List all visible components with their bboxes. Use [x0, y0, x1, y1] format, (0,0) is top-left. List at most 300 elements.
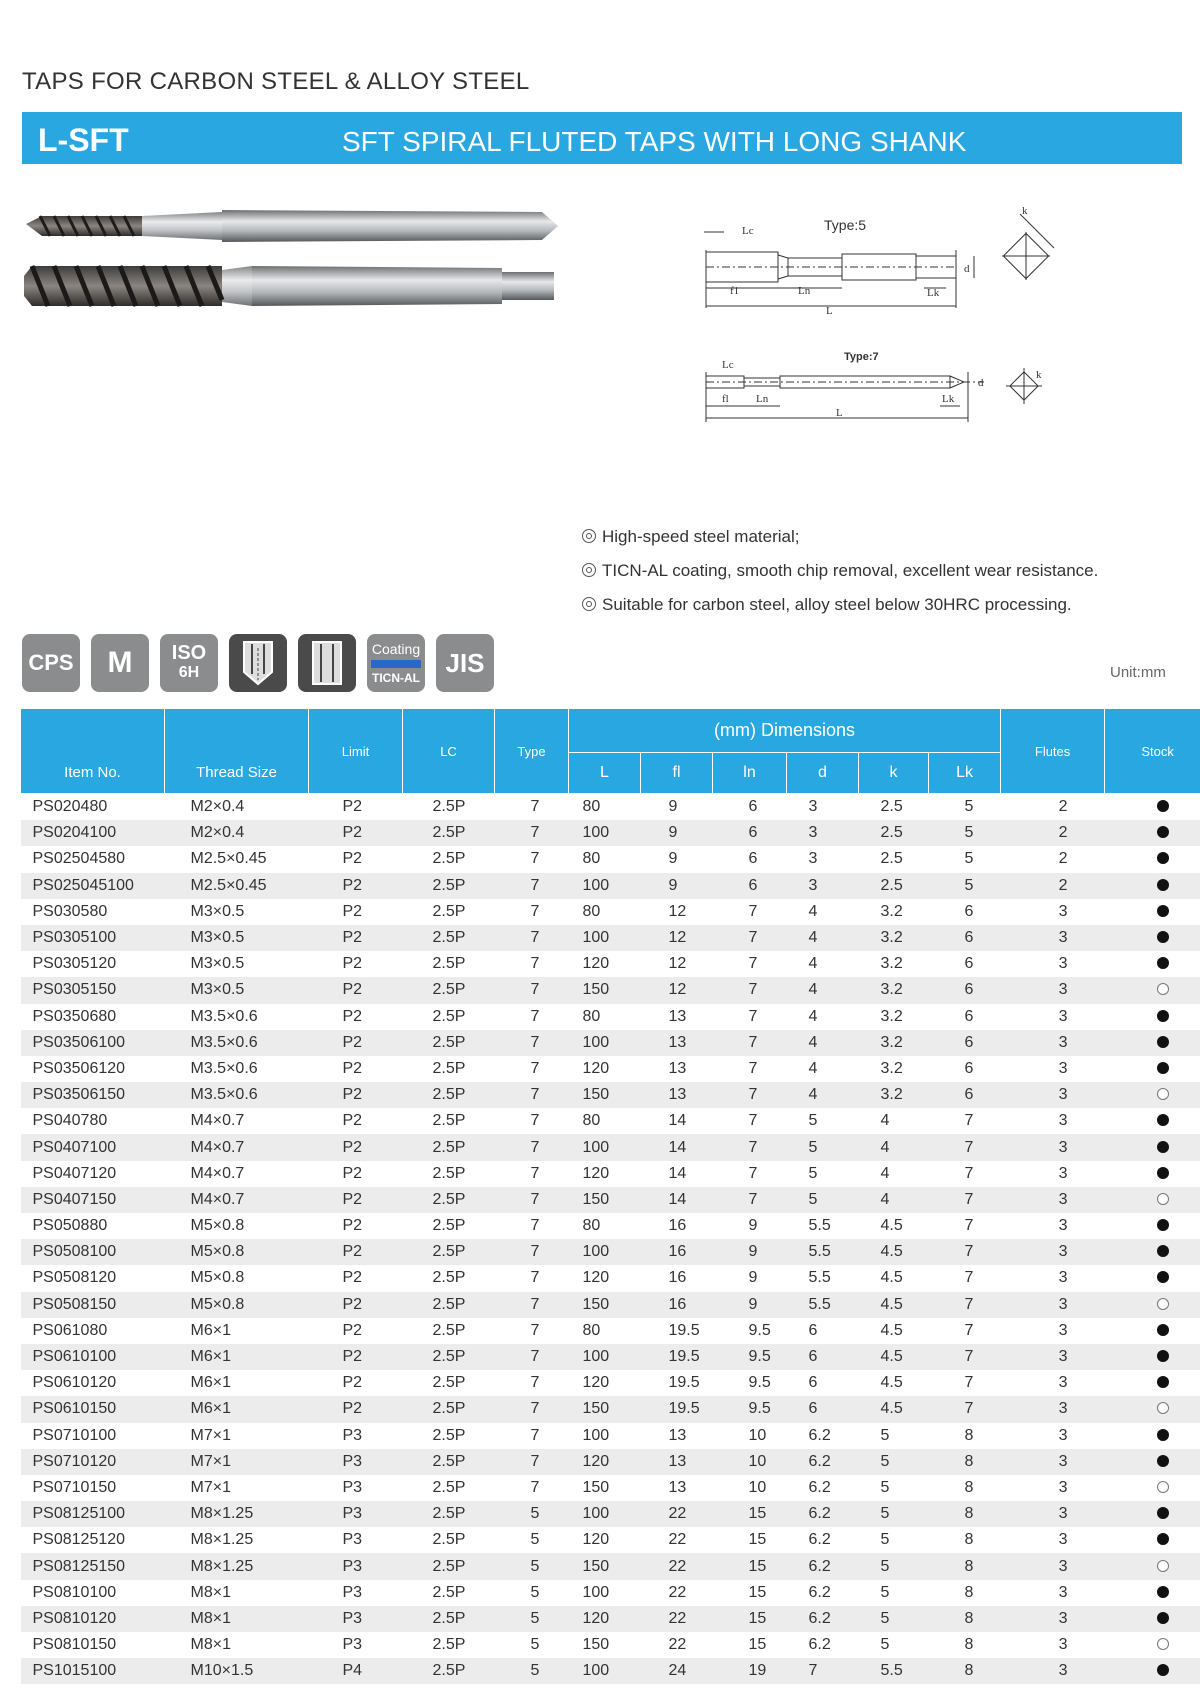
cell-lc: 2.5P — [432, 1478, 466, 1496]
cell-flutes: 3 — [1058, 1636, 1068, 1654]
cell-item: PS0305150 — [21, 977, 165, 1003]
table-row — [21, 1108, 1200, 1134]
cell-stock — [1105, 1527, 1200, 1553]
cell-flutes: 3 — [1058, 1007, 1068, 1025]
cell-item: PS0305120 — [32, 955, 117, 973]
cell-thread: M8×1 — [190, 1583, 231, 1601]
table-row — [21, 846, 1200, 872]
cell-flutes: 3 — [1001, 1239, 1105, 1265]
cell-lc: 2.5P — [432, 955, 466, 973]
cell-type: 7 — [495, 1449, 569, 1475]
cell-ln: 6 — [713, 873, 787, 899]
cell-ln: 6 — [713, 820, 787, 846]
cell-stock — [1105, 1396, 1200, 1422]
cell-flutes: 2 — [1058, 798, 1068, 816]
svg-text:fl: fl — [722, 393, 729, 405]
cell-stock — [1105, 1030, 1200, 1056]
in-stock-icon — [1157, 1455, 1169, 1467]
cell-lk: 7 — [929, 1187, 1001, 1213]
cell-type: 7 — [530, 902, 540, 920]
cell-lk: 8 — [964, 1478, 974, 1496]
cell-L: 150 — [582, 1478, 610, 1496]
cell-k: 5 — [859, 1606, 929, 1632]
cell-type: 7 — [530, 850, 540, 868]
in-stock-icon — [1157, 1376, 1169, 1388]
table-row — [21, 1527, 1200, 1553]
cell-d: 5 — [787, 1134, 859, 1160]
cell-type: 7 — [495, 1030, 569, 1056]
cell-d: 5.5 — [787, 1239, 859, 1265]
feature-item: TICN-AL coating, smooth chip removal, excellent wear resistance. — [582, 554, 1098, 588]
cell-item: PS061080 — [32, 1321, 108, 1339]
table-row — [21, 1004, 1200, 1030]
cell-d: 5 — [808, 1112, 818, 1130]
table-row — [21, 1161, 1200, 1187]
cell-limit: P3 — [309, 1449, 403, 1475]
cell-thread: M3×0.5 — [190, 955, 245, 973]
table-row — [21, 1475, 1200, 1501]
col-thread-size: Thread Size — [165, 709, 309, 794]
feature-item: Suitable for carbon steel, alloy steel below 30HRC processing. — [582, 588, 1098, 622]
cell-fl: 16 — [668, 1269, 687, 1287]
cell-ln: 9.5 — [748, 1374, 771, 1392]
cell-type: 7 — [530, 1217, 540, 1235]
cell-k: 3.2 — [880, 955, 903, 973]
cell-item: PS0710150 — [32, 1478, 117, 1496]
in-stock-icon — [1157, 1036, 1169, 1048]
cell-item: PS0810100 — [32, 1583, 117, 1601]
cell-lc: 2.5P — [432, 1059, 466, 1077]
cell-d: 6.2 — [808, 1478, 831, 1496]
cell-ln: 9 — [713, 1239, 787, 1265]
cell-limit: P3 — [342, 1583, 363, 1601]
cell-limit: P2 — [342, 1374, 363, 1392]
cell-stock — [1105, 1423, 1200, 1449]
cell-fl: 22 — [641, 1606, 713, 1632]
coating-color-bar — [371, 660, 421, 668]
cell-item: PS08125120 — [32, 1531, 126, 1549]
in-stock-icon — [1157, 1245, 1169, 1257]
cell-d: 3 — [808, 798, 818, 816]
cell-thread: M6×1 — [165, 1344, 309, 1370]
cell-limit: P2 — [309, 977, 403, 1003]
in-stock-icon — [1157, 800, 1169, 812]
cell-flutes: 3 — [1058, 1374, 1068, 1392]
cell-lc: 2.5P — [403, 1658, 495, 1684]
out-of-stock-icon — [1157, 1193, 1169, 1205]
cell-stock — [1105, 1318, 1200, 1344]
cell-lc: 2.5P — [403, 1396, 495, 1422]
type7-square-section — [1006, 368, 1042, 404]
cell-stock — [1105, 1108, 1200, 1134]
cell-fl: 19.5 — [641, 1344, 713, 1370]
cell-lc: 2.5P — [432, 850, 466, 868]
cell-L: 120 — [582, 1059, 610, 1077]
cell-item: PS03506150 — [21, 1082, 165, 1108]
cell-stock — [1105, 794, 1200, 821]
cell-thread: M5×0.8 — [165, 1239, 309, 1265]
cell-ln: 10 — [748, 1426, 767, 1444]
cell-L: 80 — [582, 850, 601, 868]
cell-fl: 12 — [641, 977, 713, 1003]
section-title: TAPS FOR CARBON STEEL & ALLOY STEEL — [22, 68, 530, 95]
cell-stock — [1105, 1134, 1200, 1160]
cell-fl: 14 — [641, 1134, 713, 1160]
cell-flutes: 3 — [1001, 1187, 1105, 1213]
table-row — [21, 1580, 1200, 1606]
in-stock-icon — [1157, 826, 1169, 838]
cell-ln: 6 — [748, 850, 758, 868]
cell-type: 7 — [495, 1134, 569, 1160]
cell-type: 5 — [495, 1658, 569, 1684]
cell-k: 5 — [880, 1636, 890, 1654]
tap-type7-image — [26, 210, 558, 242]
cell-type: 7 — [495, 1396, 569, 1422]
cell-d: 6.2 — [808, 1636, 831, 1654]
cell-ln: 7 — [713, 1134, 787, 1160]
cell-lk: 8 — [929, 1449, 1001, 1475]
cell-fl: 13 — [641, 1030, 713, 1056]
cell-d: 4 — [808, 902, 818, 920]
table-row — [21, 1239, 1200, 1265]
cell-ln: 7 — [713, 1082, 787, 1108]
cell-thread: M10×1.5 — [165, 1658, 309, 1684]
cell-k: 3.2 — [880, 1007, 903, 1025]
cell-d: 6.2 — [787, 1606, 859, 1632]
cell-lk: 6 — [964, 1007, 974, 1025]
cell-type: 5 — [495, 1501, 569, 1527]
cell-type: 7 — [530, 1007, 540, 1025]
table-row — [21, 1082, 1200, 1108]
cell-fl: 22 — [668, 1583, 687, 1601]
cell-flutes: 3 — [1058, 1164, 1068, 1182]
cell-flutes: 3 — [1001, 1134, 1105, 1160]
cell-L: 100 — [569, 1030, 641, 1056]
table-row — [21, 1606, 1200, 1632]
double-circle-icon — [582, 529, 596, 543]
cell-d: 6 — [808, 1374, 818, 1392]
cell-lc: 2.5P — [403, 1606, 495, 1632]
table-row — [21, 1134, 1200, 1160]
iso-6h-badge: ISO 6H — [160, 634, 218, 692]
cell-d: 6.2 — [808, 1531, 831, 1549]
cell-lk: 7 — [964, 1374, 974, 1392]
cell-lc: 2.5P — [432, 1531, 466, 1549]
cell-stock — [1105, 1632, 1200, 1658]
cell-lc: 2.5P — [432, 1426, 466, 1444]
cell-ln: 10 — [713, 1449, 787, 1475]
cell-fl: 9 — [641, 820, 713, 846]
cell-k: 5 — [880, 1426, 890, 1444]
cell-k: 5.5 — [859, 1658, 929, 1684]
cell-k: 4.5 — [880, 1269, 903, 1287]
cell-ln: 7 — [748, 1112, 758, 1130]
cell-L: 150 — [569, 1292, 641, 1318]
svg-text:d: d — [978, 377, 984, 389]
table-row — [21, 1292, 1200, 1318]
cell-fl: 9 — [668, 798, 678, 816]
cell-lk: 7 — [964, 1112, 974, 1130]
cell-flutes: 3 — [1001, 1396, 1105, 1422]
in-stock-icon — [1157, 1141, 1169, 1153]
cell-type: 7 — [530, 798, 540, 816]
cell-thread: M2×0.4 — [165, 820, 309, 846]
cell-d: 5 — [787, 1187, 859, 1213]
cell-lc: 2.5P — [403, 1134, 495, 1160]
cell-lk: 7 — [929, 1239, 1001, 1265]
cell-stock — [1105, 1370, 1200, 1396]
blind-hole-icon — [298, 634, 356, 692]
cell-item: PS0508100 — [21, 1239, 165, 1265]
cell-lc: 2.5P — [432, 1583, 466, 1601]
cell-lc: 2.5P — [403, 1344, 495, 1370]
cell-L: 150 — [569, 1553, 641, 1579]
cell-stock — [1105, 1082, 1200, 1108]
cell-item: PS0407100 — [21, 1134, 165, 1160]
cell-thread: M3.5×0.6 — [190, 1007, 258, 1025]
svg-text:Lc: Lc — [722, 359, 734, 371]
cell-limit: P2 — [342, 1112, 363, 1130]
table-row — [21, 1553, 1200, 1579]
cell-limit: P2 — [309, 1344, 403, 1370]
cell-stock — [1105, 873, 1200, 899]
cell-type: 7 — [495, 1082, 569, 1108]
cell-L: 120 — [582, 1531, 610, 1549]
cell-type: 7 — [530, 1426, 540, 1444]
cell-L: 100 — [569, 873, 641, 899]
cell-limit: P2 — [309, 1030, 403, 1056]
cell-thread: M6×1 — [165, 1396, 309, 1422]
cell-d: 6.2 — [808, 1426, 831, 1444]
cell-thread: M2.5×0.45 — [190, 850, 267, 868]
cell-fl: 12 — [668, 902, 687, 920]
out-of-stock-icon — [1157, 1402, 1169, 1414]
type7-drawing — [706, 351, 1042, 422]
cell-lk: 7 — [929, 1292, 1001, 1318]
cell-flutes: 3 — [1001, 1553, 1105, 1579]
cell-stock — [1105, 1658, 1200, 1684]
table-row — [21, 1449, 1200, 1475]
cell-lc: 2.5P — [432, 1321, 466, 1339]
cell-d: 6.2 — [787, 1501, 859, 1527]
table-row — [21, 1318, 1200, 1344]
cell-lc: 2.5P — [432, 902, 466, 920]
unit-label: Unit:mm — [1110, 664, 1166, 681]
cell-k: 5 — [880, 1583, 890, 1601]
cell-fl: 16 — [641, 1292, 713, 1318]
cell-ln: 15 — [748, 1531, 767, 1549]
cell-thread: M8×1.25 — [165, 1553, 309, 1579]
cell-stock — [1105, 1553, 1200, 1579]
cell-lk: 7 — [964, 1321, 974, 1339]
cell-lc: 2.5P — [403, 1082, 495, 1108]
cell-type: 7 — [495, 873, 569, 899]
col-flutes: Flutes — [1001, 709, 1105, 794]
cell-item: PS0305100 — [21, 925, 165, 951]
cell-item: PS0710100 — [32, 1426, 117, 1444]
cell-item: PS0407150 — [21, 1187, 165, 1213]
cell-thread: M3.5×0.6 — [190, 1059, 258, 1077]
cell-flutes: 3 — [1058, 1478, 1068, 1496]
cell-stock — [1105, 925, 1200, 951]
cell-thread: M4×0.7 — [190, 1112, 245, 1130]
cell-flutes: 3 — [1001, 1030, 1105, 1056]
in-stock-icon — [1157, 1507, 1169, 1519]
in-stock-icon — [1157, 879, 1169, 891]
table-row — [21, 1187, 1200, 1213]
cell-limit: P2 — [342, 1007, 363, 1025]
cell-lk: 8 — [929, 1658, 1001, 1684]
cell-L: 100 — [569, 1344, 641, 1370]
col-dimensions-group: (mm) Dimensions — [569, 709, 1001, 753]
cell-limit: P3 — [309, 1553, 403, 1579]
cell-thread: M4×0.7 — [190, 1164, 245, 1182]
cell-k: 3.2 — [859, 977, 929, 1003]
cell-k: 2.5 — [859, 820, 929, 846]
cell-fl: 19.5 — [668, 1321, 700, 1339]
table-row — [21, 1056, 1200, 1082]
cell-lk: 7 — [964, 1217, 974, 1235]
cell-thread: M7×1 — [165, 1449, 309, 1475]
table-row — [21, 873, 1200, 899]
cell-type: 7 — [495, 820, 569, 846]
cell-ln: 6 — [748, 798, 758, 816]
cell-lk: 7 — [929, 1134, 1001, 1160]
cell-item: PS0810150 — [32, 1636, 117, 1654]
cell-type: 7 — [530, 1321, 540, 1339]
cell-stock — [1105, 1344, 1200, 1370]
cell-flutes: 3 — [1058, 1059, 1068, 1077]
cell-limit: P3 — [342, 1531, 363, 1549]
cell-thread: M5×0.8 — [190, 1269, 245, 1287]
col-d: d — [787, 753, 859, 794]
cell-fl: 12 — [668, 955, 687, 973]
cell-stock — [1105, 1056, 1200, 1082]
cell-stock — [1105, 1187, 1200, 1213]
table-row — [21, 1213, 1200, 1239]
cell-lk: 5 — [964, 850, 974, 868]
cell-fl: 19.5 — [668, 1374, 700, 1392]
through-hole-icon — [229, 634, 287, 692]
cell-lc: 2.5P — [403, 1187, 495, 1213]
cell-d: 5.5 — [808, 1217, 831, 1235]
cell-L: 80 — [582, 1217, 601, 1235]
cell-limit: P2 — [342, 1217, 363, 1235]
cell-fl: 13 — [668, 1478, 687, 1496]
cell-L: 120 — [582, 1269, 610, 1287]
in-stock-icon — [1157, 1010, 1169, 1022]
cell-flutes: 3 — [1058, 1531, 1068, 1549]
cell-lk: 8 — [929, 1606, 1001, 1632]
cell-type: 7 — [530, 1374, 540, 1392]
cell-d: 4 — [787, 1030, 859, 1056]
cell-stock — [1105, 1580, 1200, 1606]
cell-d: 4 — [787, 925, 859, 951]
table-row — [21, 925, 1200, 951]
cell-stock — [1105, 1161, 1200, 1187]
cell-d: 6.2 — [787, 1553, 859, 1579]
cell-ln: 9.5 — [748, 1321, 771, 1339]
cell-lk: 6 — [964, 1059, 974, 1077]
cell-k: 3.2 — [880, 902, 903, 920]
specification-table — [20, 708, 1200, 1684]
in-stock-icon — [1157, 1586, 1169, 1598]
cell-type: 7 — [495, 1344, 569, 1370]
table-row — [21, 794, 1200, 821]
cell-lk: 7 — [929, 1344, 1001, 1370]
cell-item: PS0508150 — [21, 1292, 165, 1318]
cell-type: 7 — [530, 1059, 540, 1077]
cell-lc: 2.5P — [403, 1030, 495, 1056]
cell-stock — [1105, 1475, 1200, 1501]
cell-item: PS0710120 — [21, 1449, 165, 1475]
cell-k: 4 — [859, 1134, 929, 1160]
feature-item: High-speed steel material; — [582, 520, 1098, 554]
cell-stock — [1105, 846, 1200, 872]
in-stock-icon — [1157, 931, 1169, 943]
product-code: L-SFT — [38, 122, 129, 158]
cell-ln: 15 — [748, 1583, 767, 1601]
cell-d: 3 — [787, 820, 859, 846]
col-lk: Lk — [929, 753, 1001, 794]
cell-stock — [1105, 1449, 1200, 1475]
cell-ln: 9 — [748, 1217, 758, 1235]
tap-product-photo — [22, 196, 562, 336]
cell-d: 6.2 — [808, 1583, 831, 1601]
cell-limit: P3 — [309, 1501, 403, 1527]
cell-d: 6.2 — [787, 1449, 859, 1475]
cell-flutes: 3 — [1001, 1658, 1105, 1684]
cell-k: 5 — [859, 1501, 929, 1527]
cell-L: 80 — [582, 902, 601, 920]
cell-ln: 9 — [748, 1269, 758, 1287]
cell-k: 4.5 — [880, 1321, 903, 1339]
cps-badge: CPS — [22, 634, 80, 692]
cell-item: PS0610120 — [32, 1374, 117, 1392]
cell-d: 7 — [787, 1658, 859, 1684]
cell-limit: P2 — [309, 1134, 403, 1160]
cell-type: 7 — [495, 977, 569, 1003]
cell-flutes: 3 — [1001, 1082, 1105, 1108]
cell-lc: 2.5P — [403, 1239, 495, 1265]
cell-k: 3.2 — [859, 1082, 929, 1108]
cell-item: PS03506120 — [32, 1059, 126, 1077]
cell-fl: 22 — [668, 1636, 687, 1654]
cell-lc: 2.5P — [432, 1007, 466, 1025]
cell-fl: 24 — [641, 1658, 713, 1684]
table-row — [21, 1344, 1200, 1370]
cell-lc: 2.5P — [432, 1164, 466, 1182]
cell-limit: P2 — [309, 1082, 403, 1108]
cell-flutes: 3 — [1058, 1583, 1068, 1601]
cell-L: 100 — [569, 1501, 641, 1527]
cell-limit: P2 — [342, 1164, 363, 1182]
cell-d: 5 — [808, 1164, 818, 1182]
cell-fl: 19.5 — [641, 1396, 713, 1422]
cell-lc: 2.5P — [403, 1553, 495, 1579]
cell-ln: 19 — [713, 1658, 787, 1684]
cell-lc: 2.5P — [432, 1217, 466, 1235]
cell-item: PS03506100 — [21, 1030, 165, 1056]
in-stock-icon — [1157, 1062, 1169, 1074]
cell-k: 3.2 — [880, 1059, 903, 1077]
cell-type: 5 — [495, 1553, 569, 1579]
cell-ln: 9.5 — [713, 1344, 787, 1370]
cell-L: 150 — [569, 977, 641, 1003]
cell-item: PS0810120 — [21, 1606, 165, 1632]
cell-stock — [1105, 820, 1200, 846]
cell-thread: M4×0.7 — [165, 1187, 309, 1213]
